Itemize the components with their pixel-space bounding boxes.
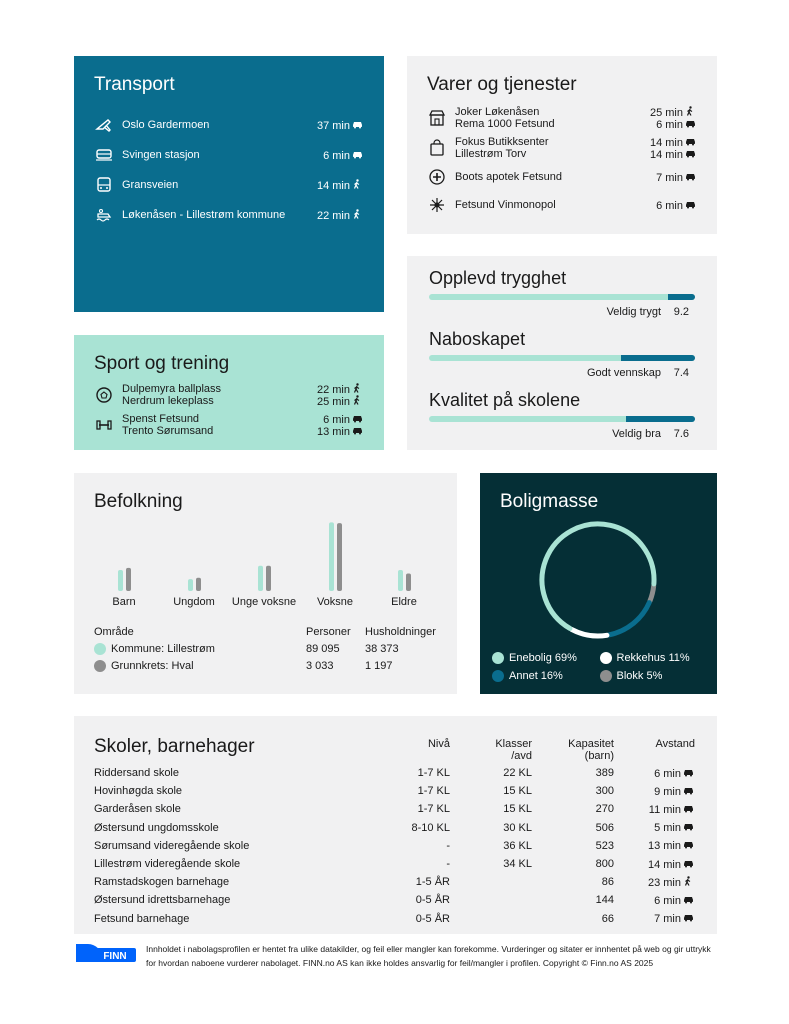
sport-place-time bbox=[317, 413, 364, 425]
rating-bar bbox=[429, 355, 695, 361]
time-text: 14 min bbox=[649, 137, 683, 149]
car-icon bbox=[683, 171, 697, 185]
time-text: 6 min bbox=[656, 119, 683, 131]
dumbbell-icon bbox=[94, 414, 122, 436]
school-classes: 22 KL bbox=[503, 767, 532, 780]
walk-icon bbox=[350, 209, 364, 222]
population-card bbox=[74, 473, 457, 694]
school-capacity: 144 bbox=[595, 894, 614, 907]
population-row bbox=[94, 640, 444, 657]
rating-score: 7.4 bbox=[673, 367, 689, 379]
airplane-icon bbox=[94, 115, 122, 135]
sport-group bbox=[94, 383, 364, 407]
legend-dot bbox=[492, 670, 504, 682]
population-area: Grunnkrets: Hval bbox=[111, 659, 194, 672]
rating-bar bbox=[429, 294, 695, 300]
time-text: 25 min bbox=[316, 396, 350, 408]
housing-card bbox=[480, 473, 717, 694]
header-classes: Klasser /avd bbox=[495, 738, 532, 762]
car-icon bbox=[681, 858, 695, 871]
transport-item bbox=[94, 110, 364, 140]
school-name: Fetsund barnehage bbox=[94, 912, 190, 925]
sport-place-time bbox=[317, 425, 364, 437]
school-distance-text: 7 min bbox=[654, 913, 681, 926]
transport-item bbox=[94, 200, 364, 230]
school-name: Østersund ungdomsskole bbox=[94, 821, 219, 834]
sport-place-name: Spenst Fetsund bbox=[122, 413, 200, 425]
rating-label: Veldig bra bbox=[612, 428, 661, 440]
population-bar bbox=[329, 522, 334, 591]
transport-item-time bbox=[323, 149, 364, 162]
school-distance-text: 14 min bbox=[647, 858, 681, 871]
varer-place-time bbox=[650, 118, 697, 130]
population-bar bbox=[126, 568, 131, 591]
table-row bbox=[94, 800, 695, 818]
population-category-label: Unge voksne bbox=[231, 596, 297, 608]
transport-item-time bbox=[317, 179, 364, 192]
rating-block bbox=[429, 268, 695, 324]
table-row bbox=[94, 891, 695, 909]
school-capacity: 300 bbox=[595, 785, 614, 798]
population-bar bbox=[196, 578, 201, 591]
legend-text: Enebolig 69% bbox=[509, 652, 577, 664]
population-row bbox=[94, 657, 444, 674]
rating-label-row bbox=[429, 306, 695, 324]
school-level: - bbox=[446, 839, 450, 852]
shopping-bag-icon bbox=[427, 137, 455, 159]
transport-item-name: Svingen stasjon bbox=[122, 149, 200, 161]
legend-text: Rekkehus 11% bbox=[616, 652, 690, 664]
school-distance bbox=[614, 858, 695, 871]
transport-time-text: 22 min bbox=[316, 209, 350, 222]
sport-times bbox=[317, 383, 364, 407]
school-distance bbox=[614, 821, 695, 834]
varer-times bbox=[656, 171, 697, 183]
varer-place-name: Lillestrøm Torv bbox=[455, 148, 527, 160]
finn-logo-text: FINN bbox=[103, 951, 127, 962]
footer bbox=[74, 942, 719, 972]
population-table bbox=[94, 623, 444, 674]
rating-label-row bbox=[429, 367, 695, 385]
schools-header bbox=[94, 716, 695, 764]
car-icon bbox=[683, 199, 697, 213]
varer-group bbox=[427, 106, 697, 130]
rating-bar bbox=[429, 416, 695, 422]
varer-place-name: Fetsund Vinmonopol bbox=[455, 199, 556, 211]
pharmacy-icon bbox=[427, 166, 455, 188]
varer-place-time bbox=[656, 171, 697, 183]
train-icon bbox=[94, 145, 122, 165]
school-distance-text: 9 min bbox=[654, 785, 681, 798]
rating-bar-fill bbox=[668, 294, 695, 300]
population-area-cell bbox=[94, 660, 306, 672]
sport-names bbox=[122, 413, 317, 437]
varer-times bbox=[650, 106, 697, 130]
school-level: 0-5 ÅR bbox=[415, 894, 450, 907]
store-icon bbox=[427, 107, 455, 129]
legend-row bbox=[492, 667, 707, 685]
time-text: 22 min bbox=[316, 384, 350, 396]
bus-icon bbox=[94, 175, 122, 195]
time-text: 13 min bbox=[316, 426, 350, 438]
legend-row bbox=[492, 649, 707, 667]
school-level: 0-5 ÅR bbox=[415, 912, 450, 925]
population-bar bbox=[337, 523, 342, 591]
table-row bbox=[94, 764, 695, 782]
transport-item-name: Oslo Gardermoen bbox=[122, 119, 210, 131]
school-level: 1-5 ÅR bbox=[415, 876, 450, 889]
school-name: Lillestrøm videregående skole bbox=[94, 858, 241, 871]
transport-item-name: Løkenåsen - Lillestrøm kommune bbox=[122, 209, 286, 221]
car-icon bbox=[350, 149, 364, 162]
school-distance-text: 11 min bbox=[648, 803, 681, 816]
varer-place-name: Joker Løkenåsen bbox=[455, 106, 540, 118]
school-level: - bbox=[446, 858, 450, 871]
header-persons: Personer bbox=[306, 625, 351, 638]
housing-slice bbox=[572, 629, 607, 636]
school-distance-text: 5 min bbox=[654, 822, 681, 835]
car-icon bbox=[681, 839, 695, 852]
wine-icon bbox=[427, 194, 455, 216]
legend-text: Blokk 5% bbox=[616, 670, 663, 682]
sport-title: Sport og trening bbox=[94, 353, 230, 374]
sport-place-name: Dulpemyra ballplass bbox=[122, 383, 222, 395]
varer-place-name: Boots apotek Fetsund bbox=[455, 171, 563, 183]
school-capacity: 389 bbox=[595, 767, 614, 780]
disclaimer-text: Innholdet i nabolagsprofilen er hentet fra ulike datakilder, og feil eller mangler kan forekomme. Vurderinger og sitater er innhentet på web og gir uttrykk for hvordan naboene vurderer nabolaget. FINN.no AS kan ikke holdes ansvarlig for feil/mangler i profilen. Copyright © Finn.no AS 2025 bbox=[146, 944, 711, 968]
school-distance bbox=[614, 839, 695, 852]
schools-title: Skoler, barnehager bbox=[94, 736, 255, 757]
varer-place-name: Rema 1000 Fetsund bbox=[455, 118, 555, 130]
goods-services-list bbox=[427, 106, 697, 216]
sport-list bbox=[94, 383, 364, 437]
sport-place-time bbox=[317, 395, 364, 407]
schools-card bbox=[74, 716, 717, 934]
varer-times bbox=[650, 136, 697, 160]
legend-dot bbox=[94, 643, 106, 655]
school-name: Riddersand skole bbox=[94, 767, 179, 780]
population-households: 38 373 bbox=[365, 642, 399, 655]
school-distance bbox=[614, 767, 695, 780]
sport-place-time bbox=[317, 383, 364, 395]
walk-icon bbox=[350, 395, 364, 409]
population-category-label: Ungdom bbox=[173, 596, 215, 608]
varer-place-name: Fokus Butikksenter bbox=[455, 136, 549, 148]
housing-title: Boligmasse bbox=[500, 491, 599, 512]
schools-table bbox=[94, 764, 695, 928]
population-area: Kommune: Lillestrøm bbox=[111, 642, 215, 655]
school-capacity: 66 bbox=[601, 912, 614, 925]
header-households: Husholdninger bbox=[365, 625, 436, 638]
goods-services-title: Varer og tjenester bbox=[427, 74, 577, 95]
ferry-icon bbox=[94, 205, 122, 225]
school-classes: 15 KL bbox=[503, 803, 532, 816]
walk-icon bbox=[350, 179, 364, 192]
school-name: Ramstadskogen barnehage bbox=[94, 876, 230, 889]
population-bar bbox=[258, 566, 263, 591]
school-capacity: 800 bbox=[595, 858, 614, 871]
football-icon bbox=[94, 384, 122, 406]
transport-item bbox=[94, 140, 364, 170]
legend-dot bbox=[94, 660, 106, 672]
transport-item-name: Gransveien bbox=[122, 179, 179, 191]
school-distance-text: 6 min bbox=[654, 767, 681, 780]
population-category-label: Voksne bbox=[316, 596, 354, 608]
school-level: 8-10 KL bbox=[411, 821, 450, 834]
school-classes: 36 KL bbox=[503, 839, 532, 852]
table-row bbox=[94, 855, 695, 873]
school-distance bbox=[614, 894, 695, 907]
rating-label: Veldig trygt bbox=[606, 306, 661, 318]
housing-donut-chart bbox=[535, 517, 661, 643]
housing-slice bbox=[650, 586, 654, 601]
varer-names bbox=[455, 171, 656, 183]
school-classes: 30 KL bbox=[503, 821, 532, 834]
transport-item-time bbox=[317, 209, 364, 222]
rating-label-row bbox=[429, 428, 695, 446]
transport-list bbox=[94, 110, 364, 230]
sport-group bbox=[94, 413, 364, 437]
rating-block bbox=[429, 329, 695, 385]
legend-item bbox=[492, 652, 600, 664]
school-classes: 15 KL bbox=[503, 785, 532, 798]
header-distance: Avstand bbox=[655, 738, 695, 750]
car-icon bbox=[681, 912, 695, 925]
sport-place-name: Trento Sørumsand bbox=[122, 425, 214, 437]
car-icon bbox=[683, 148, 697, 162]
varer-place-time bbox=[650, 136, 697, 148]
table-row bbox=[94, 819, 695, 837]
car-icon bbox=[681, 821, 695, 834]
time-text: 14 min bbox=[649, 149, 683, 161]
varer-place-time bbox=[650, 106, 697, 118]
school-classes: 34 KL bbox=[503, 858, 532, 871]
school-distance bbox=[614, 912, 695, 925]
legend-item bbox=[492, 670, 600, 682]
population-households: 1 197 bbox=[365, 659, 393, 672]
rating-score: 9.2 bbox=[673, 306, 689, 318]
school-name: Hovinhøgda skole bbox=[94, 785, 183, 798]
transport-item-time bbox=[317, 119, 364, 132]
population-category-label: Barn bbox=[112, 596, 136, 608]
transport-item bbox=[94, 170, 364, 200]
legend-text: Annet 16% bbox=[509, 670, 563, 682]
school-distance bbox=[614, 785, 695, 798]
transport-time-text: 6 min bbox=[323, 149, 350, 162]
car-icon bbox=[681, 894, 695, 907]
table-row bbox=[94, 910, 695, 928]
transport-card bbox=[74, 56, 384, 312]
rating-title: Kvalitet på skolene bbox=[429, 390, 581, 410]
time-text: 6 min bbox=[656, 200, 683, 212]
car-icon bbox=[350, 425, 364, 439]
time-text: 6 min bbox=[323, 414, 350, 426]
transport-time-text: 37 min bbox=[316, 119, 350, 132]
sport-names bbox=[122, 383, 317, 407]
table-row bbox=[94, 837, 695, 855]
school-level: 1-7 KL bbox=[417, 803, 450, 816]
rating-bar-fill bbox=[621, 355, 695, 361]
population-category-label: Eldre bbox=[391, 596, 417, 608]
rating-title: Opplevd trygghet bbox=[429, 268, 567, 288]
goods-services-card bbox=[407, 56, 717, 234]
time-text: 7 min bbox=[656, 172, 683, 184]
rating-score: 7.6 bbox=[673, 428, 689, 440]
school-name: Sørumsand videregående skole bbox=[94, 839, 250, 852]
varer-place-time bbox=[656, 199, 697, 211]
school-distance-text: 23 min bbox=[647, 876, 681, 889]
varer-names bbox=[455, 136, 650, 160]
varer-names bbox=[455, 199, 656, 211]
population-bar bbox=[188, 579, 193, 591]
school-level: 1-7 KL bbox=[417, 785, 450, 798]
sport-times bbox=[317, 413, 364, 437]
population-persons: 3 033 bbox=[306, 659, 334, 672]
table-row bbox=[94, 782, 695, 800]
table-row bbox=[94, 873, 695, 891]
school-name: Østersund idrettsbarnehage bbox=[94, 894, 231, 907]
header-capacity: Kapasitet (barn) bbox=[568, 738, 614, 762]
school-capacity: 270 bbox=[595, 803, 614, 816]
header-level: Nivå bbox=[427, 738, 450, 750]
housing-legend bbox=[492, 649, 707, 685]
legend-dot bbox=[492, 652, 504, 664]
car-icon bbox=[681, 767, 695, 780]
population-bar bbox=[118, 570, 123, 591]
population-bar bbox=[406, 574, 411, 592]
ratings-card bbox=[407, 256, 717, 450]
rating-bar-fill bbox=[626, 416, 695, 422]
population-chart bbox=[94, 515, 444, 615]
rating-title: Naboskapet bbox=[429, 329, 526, 349]
school-distance-text: 13 min bbox=[647, 840, 681, 853]
sport-place-name: Nerdrum lekeplass bbox=[122, 395, 214, 407]
legend-item bbox=[600, 652, 708, 664]
population-title: Befolkning bbox=[94, 491, 183, 512]
header-area: Område bbox=[94, 625, 134, 638]
varer-group bbox=[427, 166, 697, 188]
rating-label: Godt vennskap bbox=[587, 367, 661, 379]
transport-time-text: 14 min bbox=[316, 179, 350, 192]
rating-block bbox=[429, 390, 695, 446]
school-distance bbox=[614, 876, 695, 889]
varer-group bbox=[427, 194, 697, 216]
varer-times bbox=[656, 199, 697, 211]
car-icon bbox=[681, 803, 695, 816]
population-persons: 89 095 bbox=[306, 642, 340, 655]
legend-dot bbox=[600, 670, 612, 682]
school-level: 1-7 KL bbox=[417, 767, 450, 780]
car-icon bbox=[681, 785, 695, 798]
varer-place-time bbox=[650, 148, 697, 160]
finn-logo bbox=[74, 942, 138, 964]
school-capacity: 506 bbox=[595, 821, 614, 834]
legend-dot bbox=[600, 652, 612, 664]
legend-item bbox=[600, 670, 708, 682]
housing-slice bbox=[609, 603, 649, 635]
population-area-cell bbox=[94, 643, 306, 655]
varer-group bbox=[427, 136, 697, 160]
varer-names bbox=[455, 106, 650, 130]
time-text: 25 min bbox=[649, 107, 683, 119]
school-distance bbox=[614, 803, 695, 816]
sport-card bbox=[74, 335, 384, 450]
car-icon bbox=[350, 119, 364, 132]
housing-slice bbox=[542, 524, 654, 628]
population-bar bbox=[266, 566, 271, 591]
school-capacity: 523 bbox=[595, 839, 614, 852]
school-name: Garderåsen skole bbox=[94, 803, 181, 816]
walk-icon bbox=[681, 876, 695, 889]
school-distance-text: 6 min bbox=[654, 894, 681, 907]
population-bar bbox=[398, 570, 403, 591]
car-icon bbox=[683, 118, 697, 132]
population-table-header bbox=[94, 623, 444, 640]
transport-title: Transport bbox=[94, 74, 175, 95]
school-capacity: 86 bbox=[601, 876, 614, 889]
